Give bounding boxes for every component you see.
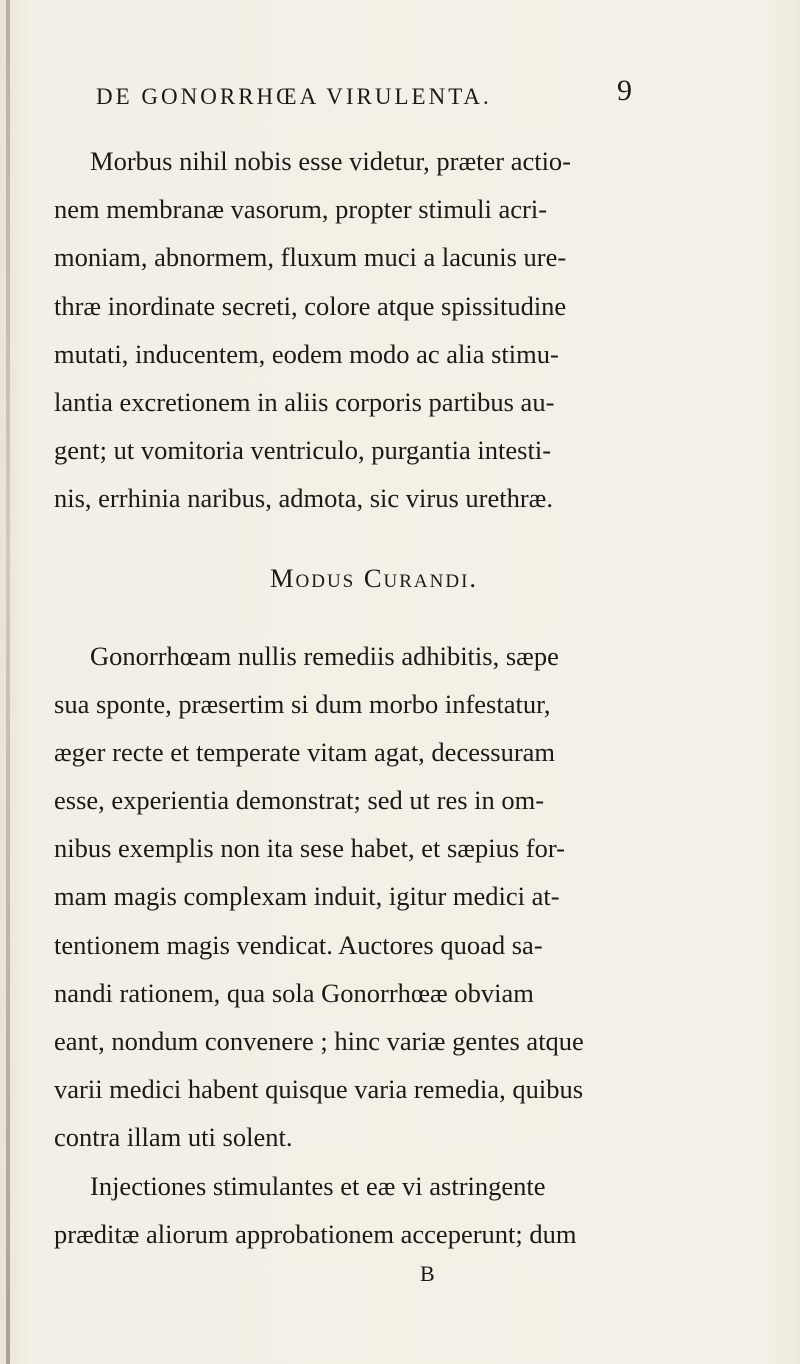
text-line: nibus exemplis non ita sese habet, et sæpius for- <box>54 833 565 864</box>
text-line: præditæ aliorum approbationem acceperunt; dum <box>54 1218 577 1249</box>
text-line: æger recte et temperate vitam agat, decessuram <box>54 736 556 767</box>
paragraph-gonorrhoeam <box>54 632 674 1162</box>
text-line: mutati, inducentem, eodem modo ac alia stimu- <box>54 338 559 369</box>
text-line: eant, nondum convenere ; hinc variæ gentes atque <box>54 1026 584 1056</box>
text-line: moniam, abnormem, fluxum muci a lacunis ure- <box>54 242 567 273</box>
text-line: varii medici habent quisque varia remedia, quibus <box>54 1074 584 1105</box>
paragraph-injectiones <box>54 1162 674 1258</box>
text-line: Gonorrhœam nullis remediis adhibitis, sæpe <box>90 640 559 671</box>
section-heading: Modus Curandi. <box>269 562 479 593</box>
binding-gutter <box>6 0 10 1364</box>
text-line: sua sponte, præsertim si dum morbo infestatur, <box>54 688 551 719</box>
text-line: esse, experientia demonstrat; sed ut res in om- <box>54 785 545 816</box>
text-line: gent; ut vomitoria ventriculo, purgantia intesti- <box>54 435 552 466</box>
text-line: nandi rationem, qua sola Gonorrhœæ obviam <box>54 977 534 1008</box>
paragraph-morbus <box>54 137 674 523</box>
text-line: contra illam uti solent. <box>54 1122 293 1153</box>
text-line: nem membranæ vasorum, propter stimuli acri- <box>54 194 548 225</box>
page-header <box>96 74 656 124</box>
text-line: tentionem magis vendicat. Auctores quoad sa- <box>54 929 543 960</box>
text-line: thræ inordinate secreti, colore atque spissitudine <box>54 290 567 321</box>
page-body <box>54 137 674 1258</box>
running-head: DE GONORRHŒA VIRULENTA. <box>96 84 492 109</box>
page-number: 9 <box>617 74 632 107</box>
text-line: lantia excretionem in aliis corporis partibus au- <box>54 386 555 417</box>
signature-mark: B <box>420 1261 435 1286</box>
text-line: mam magis complexam induit, igitur medici at- <box>54 881 560 912</box>
text-line: nis, errhinia naribus, admota, sic virus urethræ. <box>54 483 553 514</box>
text-line: Injectiones stimulantes et eæ vi astringente <box>90 1170 546 1201</box>
text-line: Morbus nihil nobis esse videtur, præter actio- <box>90 146 572 176</box>
